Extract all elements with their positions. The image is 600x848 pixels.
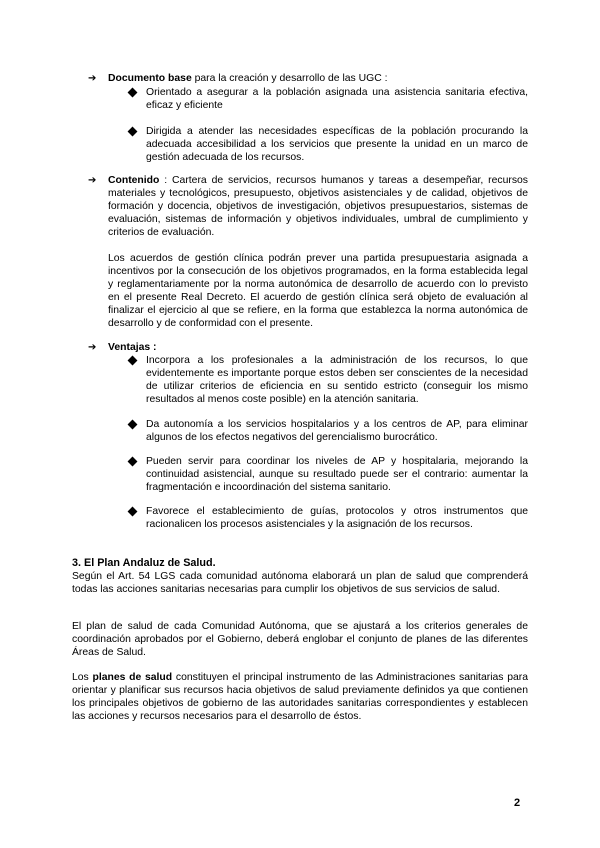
bullet-text: Favorece el establecimiento de guías, protocolos y otros instrumentos que racionalicen los procesos asistenciales y la asignación de los recursos. bbox=[146, 506, 528, 530]
diamond-bullet-icon bbox=[128, 356, 138, 366]
section3-paragraph-3: Los planes de salud constituyen el principal instrumento de las Administraciones sanitarias para orientar y planificar sus recursos hacia objetivos de salud previamente definidos ya que contienen los principales objetivos de gobierno de las autoridades sanitarias correspondientes y establecen las acciones y recursos necesarios para el desarrollo de éstos. bbox=[72, 672, 528, 722]
arrow-icon: ➔ bbox=[88, 73, 97, 84]
ventajas-label: Ventajas : bbox=[108, 342, 157, 353]
planes-de-salud-term: planes de salud bbox=[92, 672, 173, 683]
section3-paragraph-1: Según el Art. 54 LGS cada comunidad autónoma elaborará un plan de salud que comprenderá todas las acciones sanitarias necesarias para cumplir los objetivos de sus servicios de salud. bbox=[72, 571, 528, 595]
section-heading: 3. El Plan Andaluz de Salud. bbox=[72, 557, 216, 569]
section3-paragraph-2: El plan de salud de cada Comunidad Autónoma, que se ajustará a los criterios generales de coordinación aprobados por el Gobierno, deberá englobar el conjunto de planes de las diferentes Áreas de Salud. bbox=[72, 621, 528, 658]
arrow-icon: ➔ bbox=[88, 175, 97, 186]
diamond-bullet-icon bbox=[128, 457, 138, 467]
contenido-paragraph: Los acuerdos de gestión clínica podrán prever una partida presupuestaria asignada a incentivos por la consecución de los objetivos programados, en la forma establecida legal y reglamentariamente por la norma autonómica de desarrollo de acuerdo con lo previsto en el presente Real Decreto. El acuerdo de gestión clínica será objeto de evaluación al finalizar el ejercicio al que se refiere, en la forma que establezca la norma autonómica de desarrollo y de conformidad con el presente. bbox=[108, 253, 528, 329]
bullet-text: Orientado a asegurar a la población asignada una asistencia sanitaria efectiva, eficaz y eficiente bbox=[146, 87, 528, 111]
contenido-label: Contenido bbox=[108, 175, 160, 186]
diamond-bullet-icon bbox=[128, 507, 138, 517]
bullet-text: Da autonomía a los servicios hospitalarios y a los centros de AP, para eliminar algunos de los efectos negativos del gerencialismo burocrático. bbox=[146, 419, 528, 443]
documento-base-label: Documento base bbox=[108, 73, 192, 84]
arrow-icon: ➔ bbox=[88, 342, 97, 353]
bullet-text: Pueden servir para coordinar los niveles de AP y hospitalaria, mejorando la continuidad asistencial, aunque su resultado puede ser el contrario: aumentar la fragmentación e incoordinación del sistema sanitario. bbox=[146, 456, 528, 493]
diamond-bullet-icon bbox=[128, 88, 138, 98]
diamond-bullet-icon bbox=[128, 127, 138, 137]
contenido-text: : Cartera de servicios, recursos humanos y tareas a desempeñar, recursos materiales y tecnológicos, presupuesto, objetivos asistenciales y de calidad, objetivos de formación y docencia, objetivos de investigación, objetivos presupuestarios, sistemas de evaluación, sistemas de información y objetivos individuales, umbral de cumplimiento y criterios de evaluación. bbox=[108, 175, 528, 238]
bullet-text: Dirigida a atender las necesidades específicas de la población procurando la adecuada accesibilidad a los servicios que presente la unidad en un marco de gestión adecuada de los recursos. bbox=[146, 126, 528, 163]
bullet-text: Incorpora a los profesionales a la administración de los recursos, lo que evidentemente es importante porque estos deben ser conscientes de la necesidad de utilizar criterios de eficiencia en su sentido estricto (conseguir los mismo resultados al menos coste posible) en la atención sanitaria. bbox=[146, 355, 528, 405]
page-number: 2 bbox=[514, 797, 521, 809]
diamond-bullet-icon bbox=[128, 420, 138, 430]
documento-base-text: para la creación y desarrollo de las UGC : bbox=[191, 73, 388, 84]
